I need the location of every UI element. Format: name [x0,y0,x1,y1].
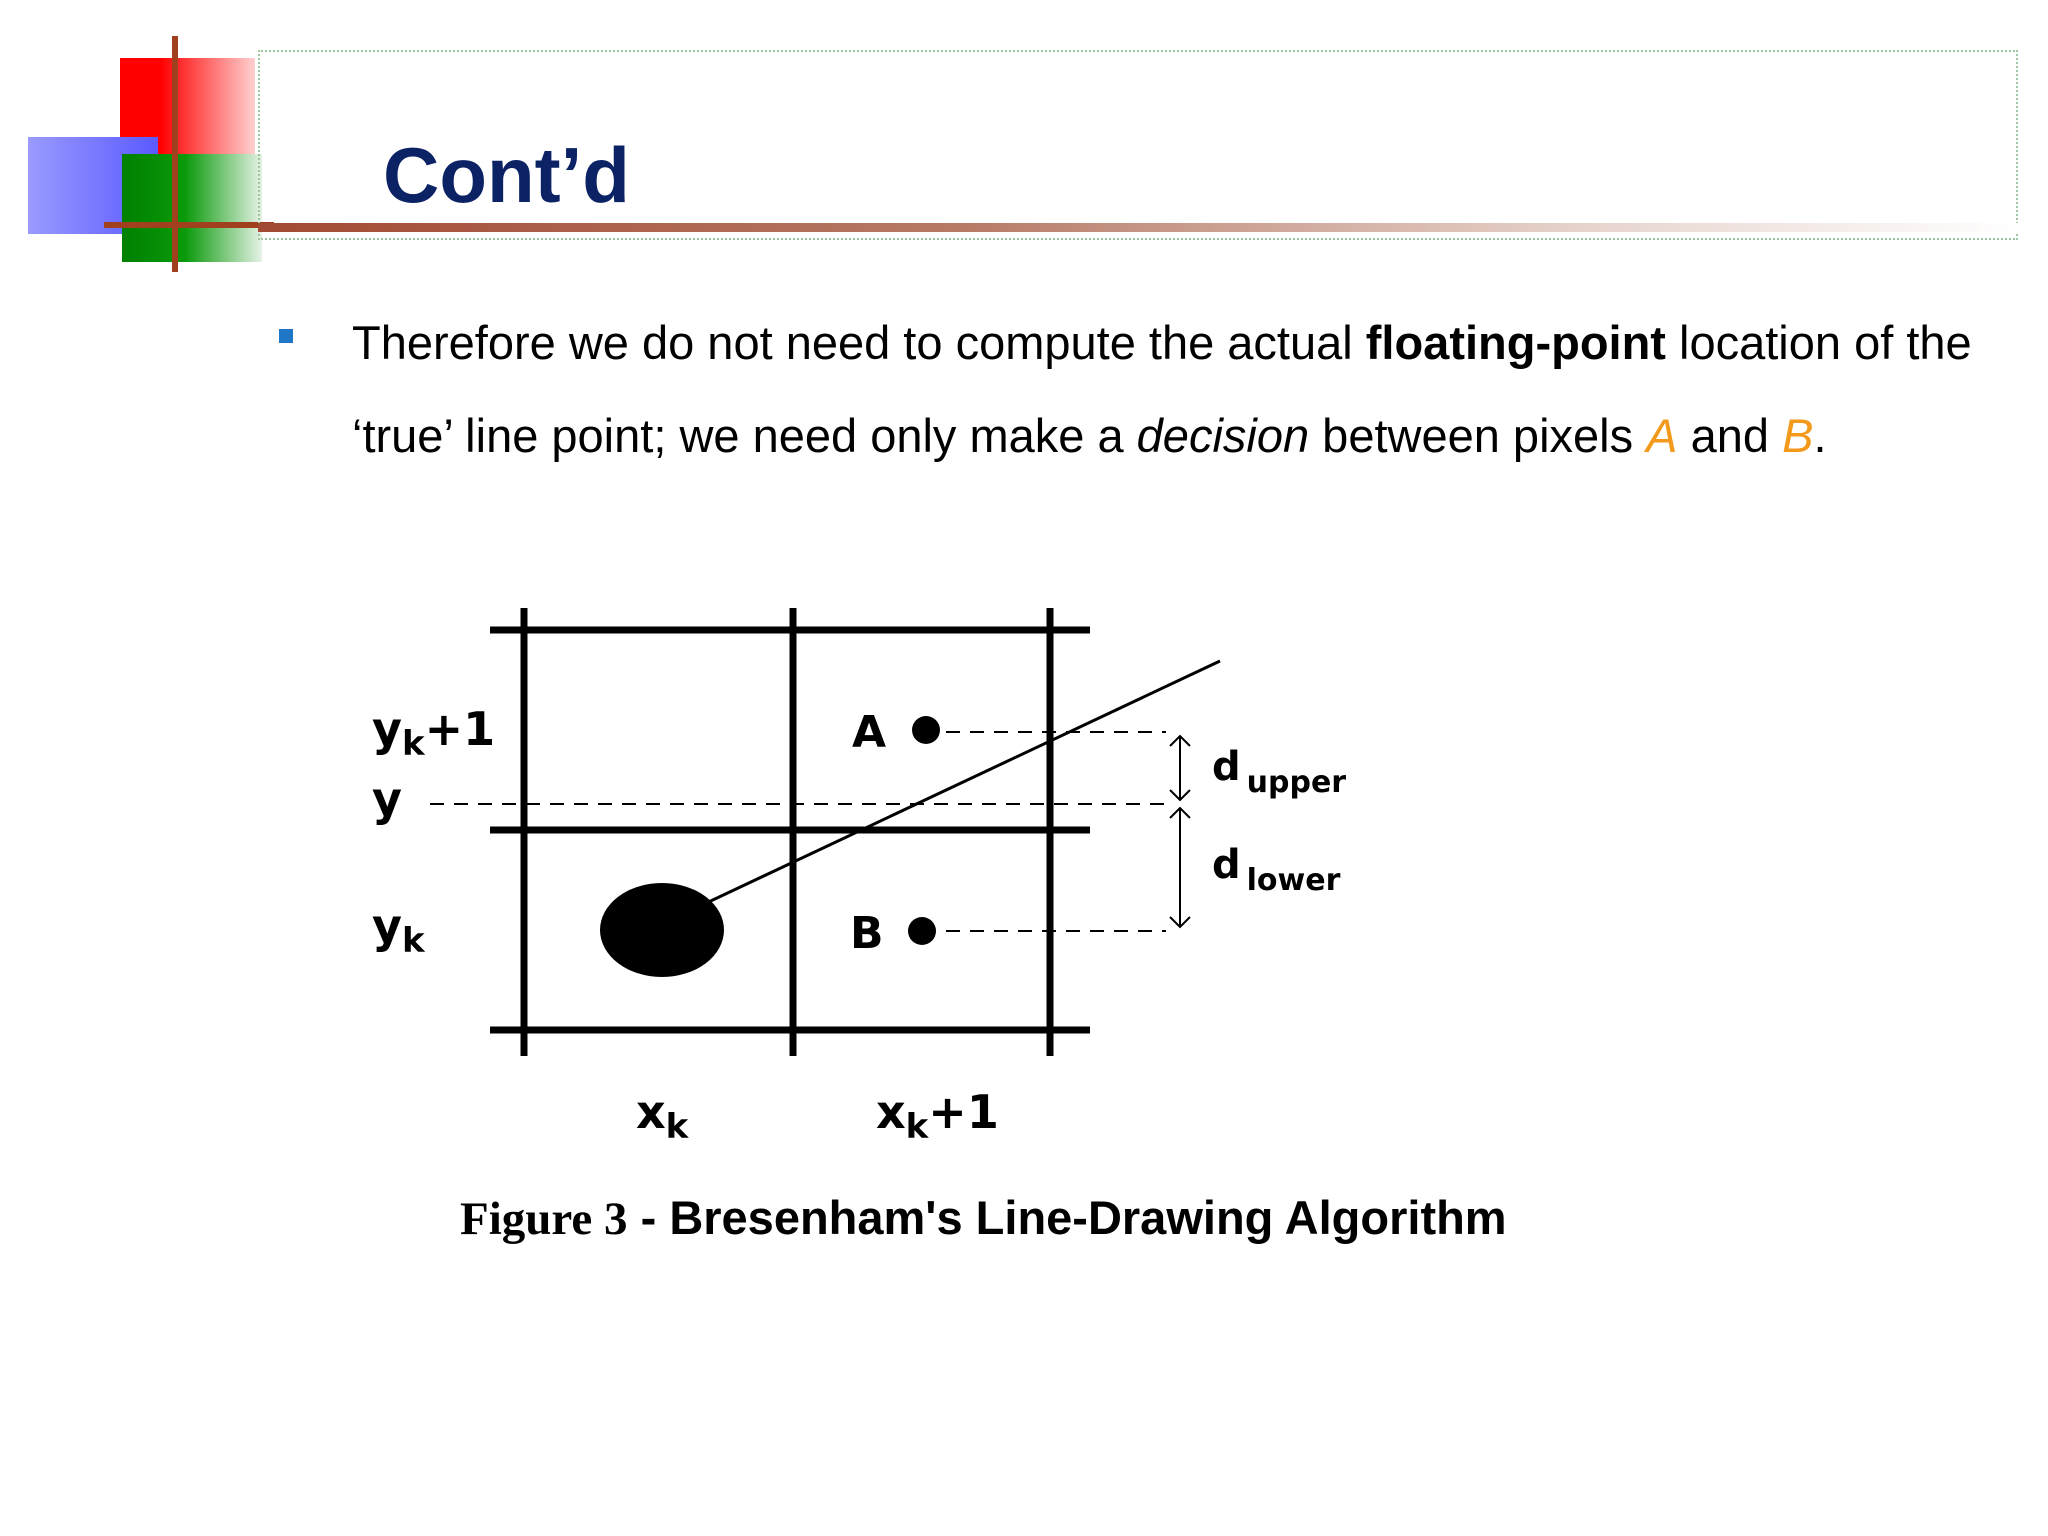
bullet-text-part: Therefore we do not need to compute the actual [352,316,1366,369]
pixel-a-dot [912,716,940,744]
pixel-a-reference: A [1646,409,1678,462]
label-d-upper: d $_{upper}$ [1212,744,1347,800]
label-d-lower: d $_{lower}$ [1212,842,1341,898]
caption-figure-number: Figure 3 [460,1193,628,1245]
label-pixel-b: B [850,908,884,959]
bullet-text-bold: floating-point [1365,316,1666,369]
bullet-text-part: location of the ‘true’ line point; we need only make a [352,316,1972,462]
bullet-text-part: and [1677,409,1783,462]
label-yk: $y_k$ [372,899,425,961]
pixel-b-dot [908,917,936,945]
bullet-text-part: . [1813,409,1827,462]
label-pixel-a: A [852,707,887,758]
label-xk-plus-1: $x_k+1$ [876,1085,999,1147]
label-xk: $x_k$ [636,1085,689,1147]
caption-dash: - [627,1191,670,1244]
slide-title: Cont’d [383,131,630,219]
true-line [700,661,1220,906]
label-yk-plus-1: $y_k+1$ [372,702,496,764]
bullet-text-italic: decision [1136,409,1310,462]
label-y: y [372,772,402,826]
current-pixel [600,883,724,977]
caption-title: Bresenham's Line-Drawing Algorithm [669,1191,1507,1244]
distance-arrows [1170,736,1190,927]
bullet-text-part: between pixels [1309,409,1647,462]
pixel-b-reference: B [1782,409,1814,462]
pixel-grid [490,608,1090,1056]
figure-caption [460,1190,1507,1246]
